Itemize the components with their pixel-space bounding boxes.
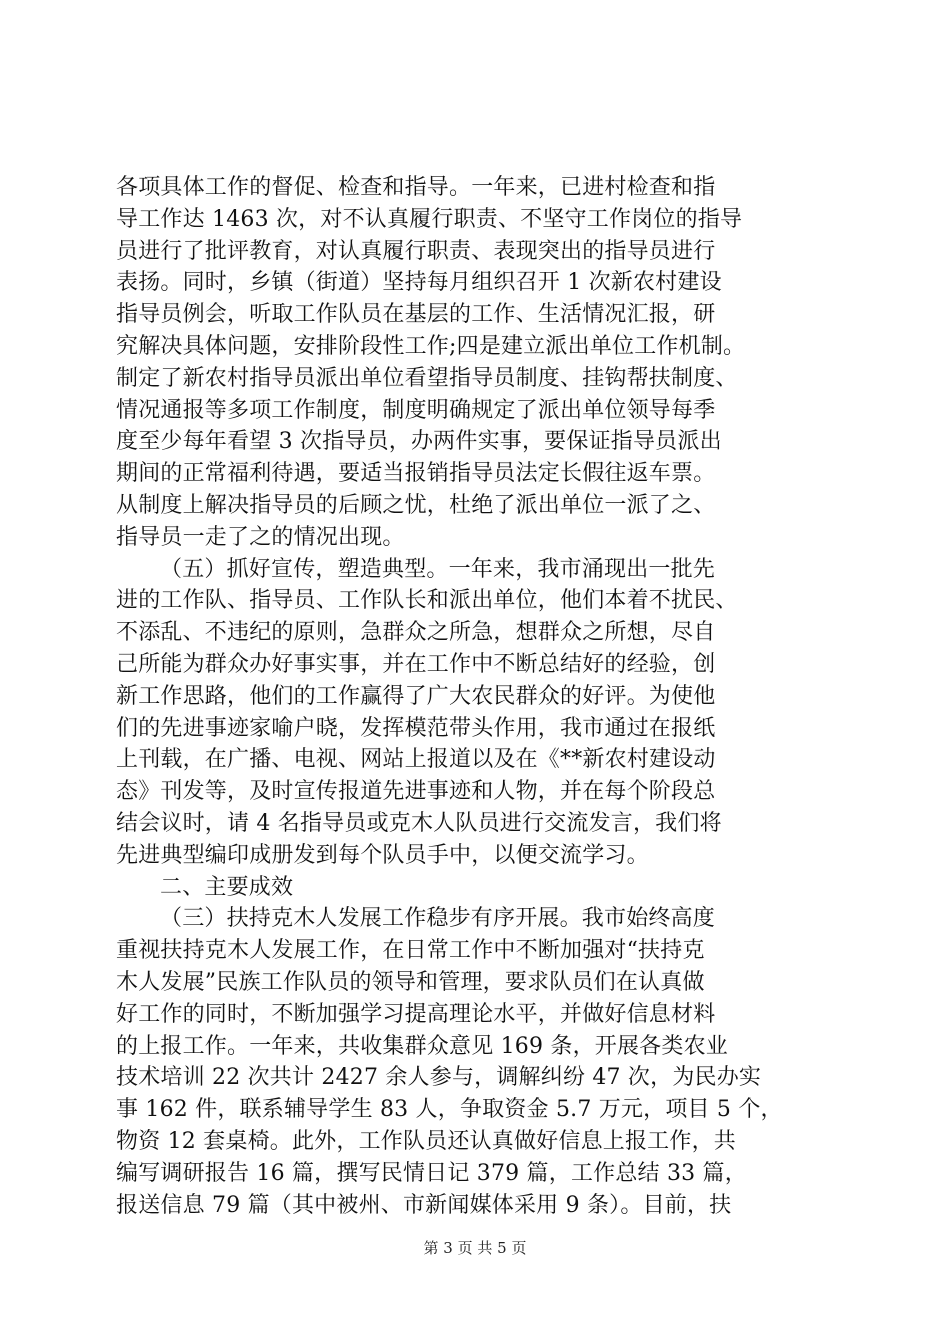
text-line: 不添乱、不违纪的原则，急群众之所急，想群众之所想，尽自 [116, 620, 716, 646]
text-line: 各项具体工作的督促、检查和指导。一年来，已进村检查和指 [116, 175, 716, 200]
paragraph-heading-5: （五）抓好宣传，塑造典型。一年来，我市涌现出一批先 [160, 556, 716, 582]
text-line: 技术培训 22 次共计 2427 余人参与，调解纠纷 47 次，为民办实 [116, 1065, 762, 1091]
text-line: 编写调研报告 16 篇，撰写民情日记 379 篇，工作总结 33 篇， [116, 1160, 747, 1186]
text-line: 报送信息 79 篇（其中被州、市新闻媒体采用 9 条）。目前，扶 [116, 1192, 732, 1218]
text-line: 期间的正常福利待遇，要适当报销指导员法定长假往返车票。 [116, 461, 716, 487]
text-line: 制定了新农村指导员派出单位看望指导员制度、挂钩帮扶制度、 [116, 365, 738, 391]
text-line: 究解决具体问题，安排阶段性工作;四是建立派出单位工作机制。 [116, 333, 746, 359]
text-line: 重视扶持克木人发展工作，在日常工作中不断加强对“扶持克 [116, 938, 705, 964]
text-line: 态》刊发等，及时宣传报道先进事迹和人物，并在每个阶段总 [116, 779, 716, 805]
text-line: 己所能为群众办好事实事，并在工作中不断总结好的经验，创 [116, 651, 716, 677]
text-line: 从制度上解决指导员的后顾之忧，杜绝了派出单位一派了之、 [116, 492, 716, 518]
text-line: 木人发展”民族工作队员的领导和管理，要求队员们在认真做 [116, 969, 705, 995]
text-line: 上刊载，在广播、电视、网站上报道以及在《**新农村建设动 [116, 747, 716, 773]
text-line: 好工作的同时，不断加强学习提高理论水平，并做好信息材料 [116, 1001, 716, 1027]
paragraph-heading-3: （三）扶持克木人发展工作稳步有序开展。我市始终高度 [160, 906, 716, 932]
text-line: 进的工作队、指导员、工作队长和派出单位，他们本着不扰民、 [116, 588, 738, 614]
section-heading: 二、主要成效 [160, 874, 294, 900]
text-line: 物资 12 套桌椅。此外，工作队员还认真做好信息上报工作，共 [116, 1128, 736, 1154]
text-line: 们的先进事迹家喻户晓，发挥模范带头作用，我市通过在报纸 [116, 715, 716, 741]
body-text [116, 172, 831, 1221]
text-line: 新工作思路，他们的工作赢得了广大农民群众的好评。为使他 [116, 683, 716, 709]
page-number-footer: 第 3 页 共 5 页 [423, 1239, 527, 1257]
text-line: 指导员一走了之的情况出现。 [116, 524, 405, 550]
text-line: 的上报工作。一年来，共收集群众意见 169 条，开展各类农业 [116, 1033, 728, 1059]
text-line: 员进行了批评教育，对认真履行职责、表现突出的指导员进行 [116, 238, 716, 264]
text-line: 先进典型编印成册发到每个队员手中，以便交流学习。 [116, 842, 649, 868]
text-line: 表扬。同时，乡镇（街道）坚持每月组织召开 1 次新农村建设 [116, 270, 722, 296]
text-line: 结会议时，请 4 名指导员或克木人队员进行交流发言，我们将 [116, 810, 722, 836]
text-line: 指导员例会，听取工作队员在基层的工作、生活情况汇报，研 [116, 302, 716, 328]
text-line: 导工作达 1463 次，对不认真履行职责、不坚守工作岗位的指导 [116, 206, 743, 232]
text-line: 度至少每年看望 3 次指导员，办两件实事，要保证指导员派出 [116, 429, 722, 455]
text-line: 事 162 件，联系辅导学生 83 人，争取资金 5.7 万元，项目 5 个， [116, 1097, 783, 1123]
text-line: 情况通报等多项工作制度，制度明确规定了派出单位领导每季 [116, 397, 716, 423]
